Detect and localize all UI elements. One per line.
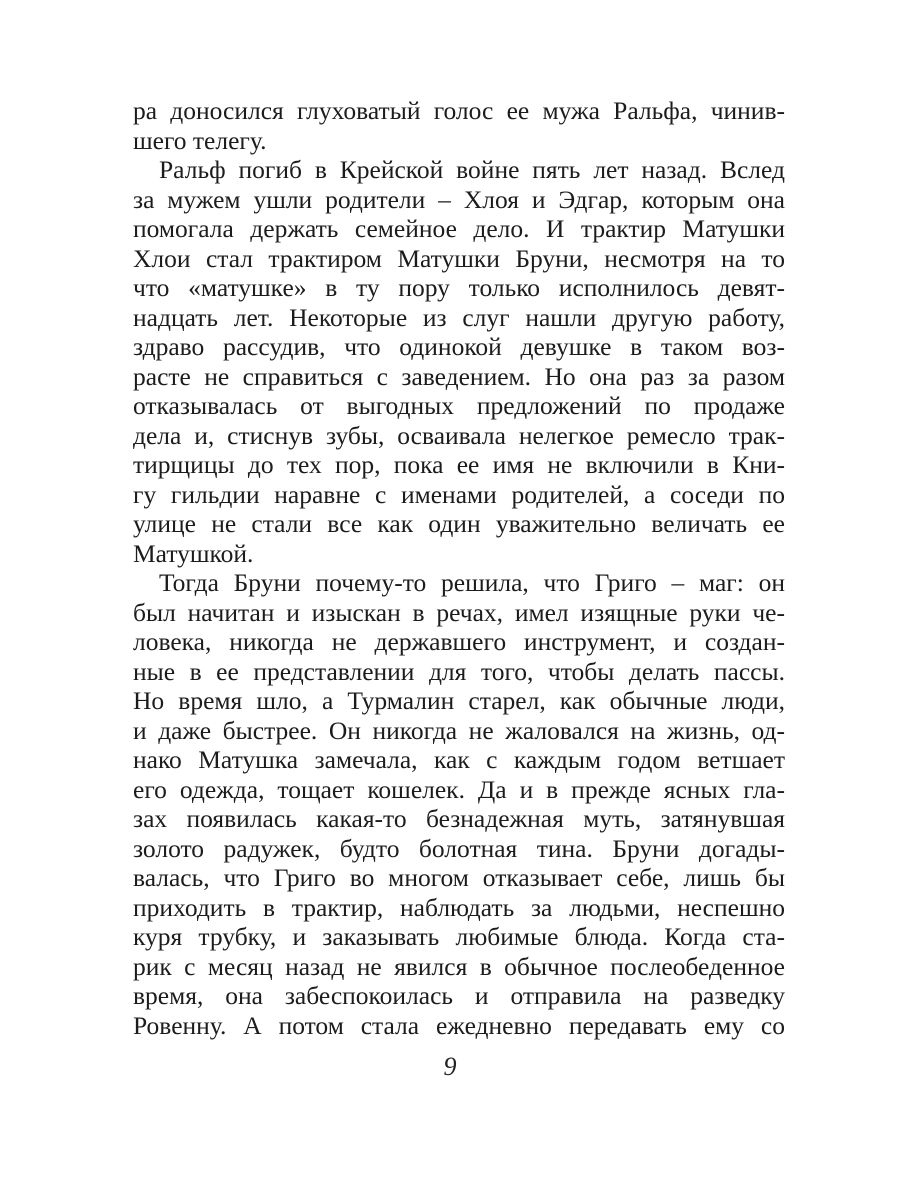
page-body-text xyxy=(133,96,785,1040)
page-number: 9 xyxy=(443,1052,457,1081)
text-line: Но время шло, а Турмалин старел, как обычные люди, xyxy=(133,686,785,715)
text-line: время, она забеспокоилась и отправила на разведку xyxy=(133,981,785,1010)
text-line: здраво рассудив, что одинокой девушке в таком воз- xyxy=(133,332,785,361)
text-line: дела и, стиснув зубы, осваивала нелегкое ремесло трак- xyxy=(133,420,785,450)
text-line: отказывалась от выгодных предложений по продаже xyxy=(133,391,785,420)
text-line: нако Матушка замечала, как с каждым годом ветшает xyxy=(133,745,785,774)
text-line: за мужем ушли родители – Хлоя и Эдгар, которым она xyxy=(133,184,785,214)
text-line: и даже быстрее. Он никогда не жаловался на жизнь, од- xyxy=(133,715,785,745)
text-line: улице не стали все как один уважительно величать ее xyxy=(133,509,785,538)
text-line: помогала держать семейное дело. И трактир Матушки xyxy=(133,214,785,243)
text-line: тирщицы до тех пор, пока ее имя не включили в Кни- xyxy=(133,450,785,479)
text-line: гу гильдии наравне с именами родителей, а соседи по xyxy=(133,479,785,509)
text-line: Тогда Бруни почему-то решила, что Григо – маг: он xyxy=(159,568,785,597)
text-line: Ровенну. А потом стала ежедневно передавать ему со xyxy=(133,1010,785,1040)
text-line: рик с месяц назад не явился в обычное послеобеденное xyxy=(133,951,785,981)
text-line: его одежда, тощает кошелек. Да и в прежде ясных гла- xyxy=(133,774,785,804)
text-line: зах появилась какая-то безнадежная муть, затянувшая xyxy=(133,804,785,833)
text-line: ра доносился глуховатый голос ее мужа Ральфа, чинив- xyxy=(133,96,785,125)
text-line: надцать лет. Некоторые из слуг нашли другую работу, xyxy=(133,302,785,332)
text-line: приходить в трактир, наблюдать за людьми, неспешно xyxy=(133,892,785,922)
text-line: что «матушке» в ту пору только исполнилось девят- xyxy=(133,273,785,302)
text-line: золото радужек, будто болотная тина. Бруни догады- xyxy=(133,833,785,863)
text-line: куря трубку, и заказывать любимые блюда. Когда ста- xyxy=(133,922,785,951)
text-line: валась, что Григо во многом отказывает себе, лишь бы xyxy=(133,863,785,892)
text-line: Ральф погиб в Крейской войне пять лет назад. Вслед xyxy=(159,155,785,184)
text-line: Хлои стал трактиром Матушки Бруни, несмотря на то xyxy=(133,243,785,273)
text-line: расте не справиться с заведением. Но она раз за разом xyxy=(133,361,785,391)
text-line: Матушкой. xyxy=(133,538,254,568)
text-line: ные в ее представлении для того, чтобы делать пассы. xyxy=(133,656,785,686)
text-line: был начитан и изыскан в речах, имел изящные руки че- xyxy=(133,597,785,627)
text-line: ловека, никогда не державшего инструмент, и создан- xyxy=(133,627,785,656)
text-line: шего телегу. xyxy=(133,125,267,155)
